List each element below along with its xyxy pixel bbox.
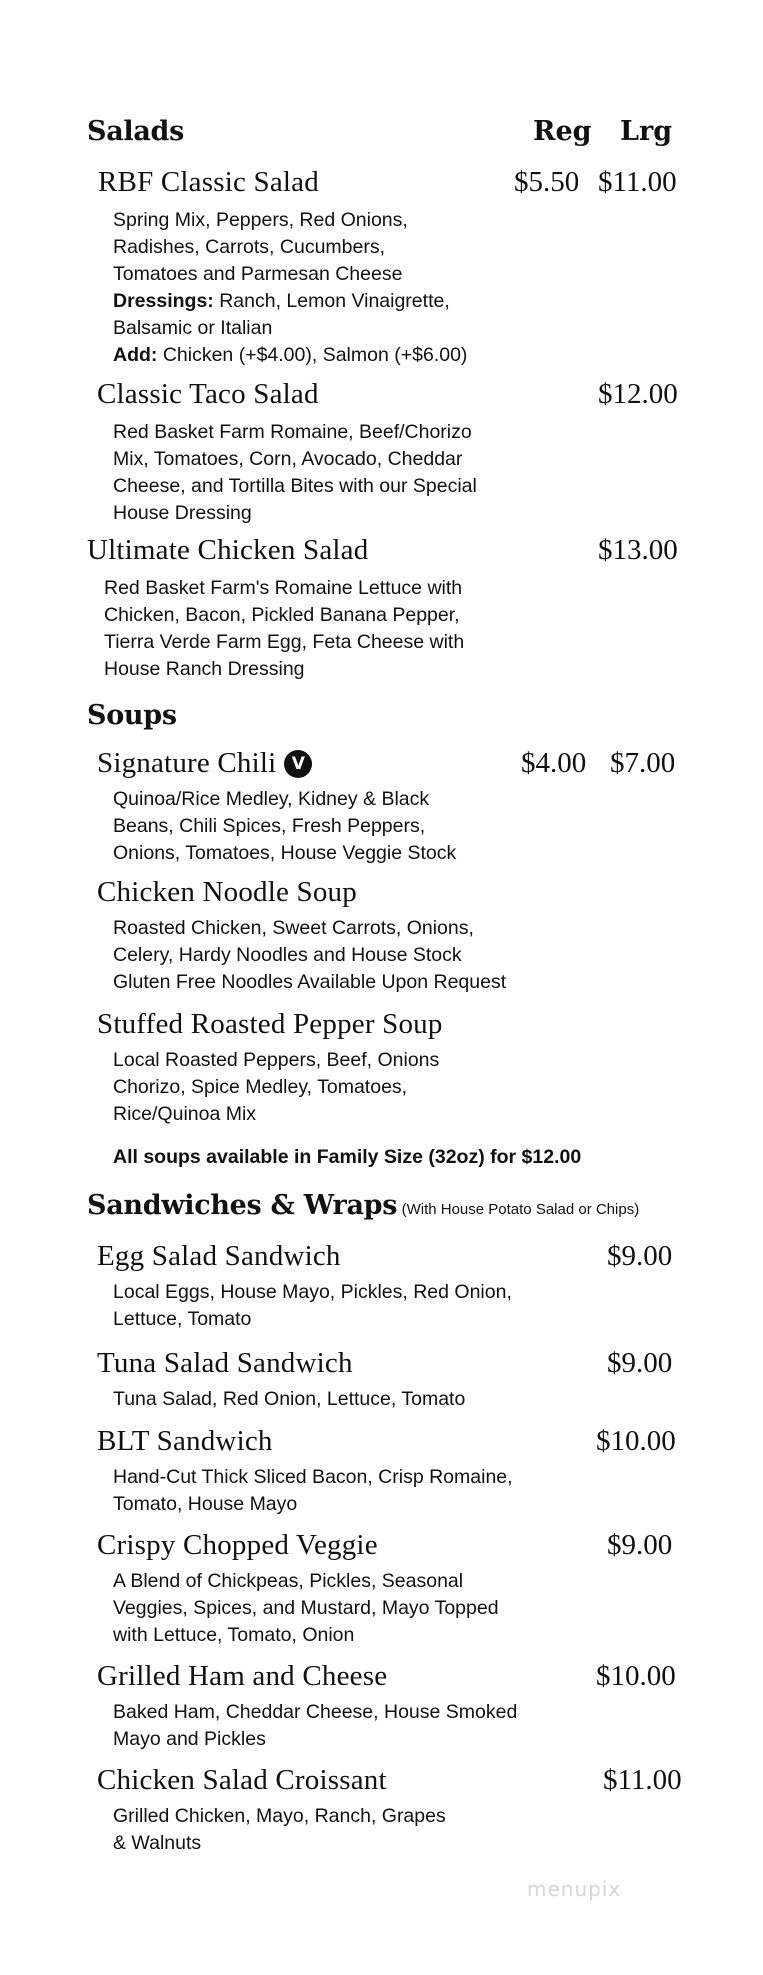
item-description xyxy=(113,915,506,996)
description-line: Hand-Cut Thick Sliced Bacon, Crisp Romaine, xyxy=(113,1466,513,1488)
item-price-reg: $5.50 xyxy=(514,166,580,198)
item-name: Stuffed Roasted Pepper Soup xyxy=(97,1008,443,1040)
add-ons-line xyxy=(113,342,467,369)
item-description xyxy=(113,1699,517,1753)
description-line: Local Roasted Peppers, Beef, Onions xyxy=(113,1049,440,1071)
dressings-line-2: Balsamic or Italian xyxy=(113,317,273,339)
description-line: Mix, Tomatoes, Corn, Avocado, Cheddar xyxy=(113,448,463,470)
section-title-salads: Salads xyxy=(87,116,185,147)
dressings-line xyxy=(113,288,467,315)
item-name: RBF Classic Salad xyxy=(98,166,319,198)
section-heading-sandwiches xyxy=(87,1190,639,1221)
description-line: Onions, Tomatoes, House Veggie Stock xyxy=(113,842,457,864)
item-description xyxy=(113,1568,499,1649)
description-line: Baked Ham, Cheddar Cheese, House Smoked xyxy=(113,1701,518,1723)
section-title-sandwiches: Sandwiches & Wraps xyxy=(87,1190,398,1221)
item-description xyxy=(113,1386,465,1413)
item-name: Egg Salad Sandwich xyxy=(97,1240,341,1272)
description-line: Tomatoes and Parmesan Cheese xyxy=(113,263,403,285)
item-description xyxy=(113,419,477,527)
description-line: Rice/Quinoa Mix xyxy=(113,1103,257,1125)
description-line: Tuna Salad, Red Onion, Lettuce, Tomato xyxy=(113,1388,466,1410)
dressings-label: Dressings: xyxy=(113,290,214,312)
add-label: Add: xyxy=(113,344,158,366)
item-name: Crispy Chopped Veggie xyxy=(97,1529,378,1561)
item-price-lrg: $11.00 xyxy=(598,166,677,198)
description-line: House Dressing xyxy=(113,502,252,524)
item-description xyxy=(113,1279,512,1333)
item-name: Tuna Salad Sandwich xyxy=(97,1347,353,1379)
description-line: A Blend of Chickpeas, Pickles, Seasonal xyxy=(113,1570,464,1592)
description-line: Celery, Hardy Noodles and House Stock xyxy=(113,944,462,966)
item-price: $10.00 xyxy=(596,1425,676,1457)
item-name: Ultimate Chicken Salad xyxy=(87,534,369,566)
description-line: Red Basket Farm Romaine, Beef/Chorizo xyxy=(113,421,472,443)
item-name: Classic Taco Salad xyxy=(97,378,319,410)
description-line: Veggies, Spices, and Mustard, Mayo Topped xyxy=(113,1597,499,1619)
column-header-reg: Reg xyxy=(533,116,592,147)
item-name: Grilled Ham and Cheese xyxy=(97,1660,388,1692)
item-description xyxy=(113,786,456,867)
column-header-lrg: Lrg xyxy=(620,116,673,147)
section-subtitle-sandwiches: (With House Potato Salad or Chips) xyxy=(401,1201,640,1218)
description-line: Beans, Chili Spices, Fresh Peppers, xyxy=(113,815,426,837)
add-options: Chicken (+$4.00), Salmon (+$6.00) xyxy=(157,344,468,366)
description-line: Mayo and Pickles xyxy=(113,1728,266,1750)
item-price: $10.00 xyxy=(596,1660,676,1692)
item-price: $9.00 xyxy=(607,1347,673,1379)
description-line: Gluten Free Noodles Available Upon Request xyxy=(113,971,507,993)
item-price: $9.00 xyxy=(607,1240,673,1272)
item-name-text: Signature Chili xyxy=(97,747,277,779)
dressings-options: Ranch, Lemon Vinaigrette, xyxy=(213,290,450,312)
description-line: Local Eggs, House Mayo, Pickles, Red Onion, xyxy=(113,1281,512,1303)
description-line: Chorizo, Spice Medley, Tomatoes, xyxy=(113,1076,408,1098)
item-description xyxy=(113,1803,446,1857)
vegetarian-badge-icon: V xyxy=(284,750,312,778)
item-price-reg: $4.00 xyxy=(521,747,587,779)
item-description xyxy=(113,1047,439,1128)
item-description xyxy=(113,207,467,369)
description-line: Chicken, Bacon, Pickled Banana Pepper, xyxy=(104,604,460,626)
item-price: $13.00 xyxy=(598,534,678,566)
item-price: $12.00 xyxy=(598,378,678,410)
description-line: Lettuce, Tomato xyxy=(113,1308,252,1330)
watermark-logo: menupix xyxy=(527,1877,622,1901)
section-title-soups: Soups xyxy=(87,700,177,731)
item-price: $11.00 xyxy=(603,1764,682,1796)
description-line: Quinoa/Rice Medley, Kidney & Black xyxy=(113,788,430,810)
item-name xyxy=(97,747,312,780)
description-line: Tierra Verde Farm Egg, Feta Cheese with xyxy=(104,631,465,653)
item-name: Chicken Salad Croissant xyxy=(97,1764,387,1796)
item-description xyxy=(113,1464,513,1518)
item-name: BLT Sandwich xyxy=(97,1425,273,1457)
description-line: House Ranch Dressing xyxy=(104,658,305,680)
description-line: & Walnuts xyxy=(113,1832,202,1854)
description-line: Radishes, Carrots, Cucumbers, xyxy=(113,236,386,258)
item-name: Chicken Noodle Soup xyxy=(97,876,357,908)
item-price-lrg: $7.00 xyxy=(610,747,676,779)
description-line: Cheese, and Tortilla Bites with our Special xyxy=(113,475,477,497)
description-line: Tomato, House Mayo xyxy=(113,1493,298,1515)
description-line: Red Basket Farm's Romaine Lettuce with xyxy=(104,577,463,599)
description-line: with Lettuce, Tomato, Onion xyxy=(113,1624,355,1646)
item-price: $9.00 xyxy=(607,1529,673,1561)
soups-family-size-note: All soups available in Family Size (32oz) for $12.00 xyxy=(113,1146,582,1168)
description-line: Roasted Chicken, Sweet Carrots, Onions, xyxy=(113,917,474,939)
description-line: Grilled Chicken, Mayo, Ranch, Grapes xyxy=(113,1805,446,1827)
description-line: Spring Mix, Peppers, Red Onions, xyxy=(113,209,408,231)
item-description xyxy=(104,575,464,683)
